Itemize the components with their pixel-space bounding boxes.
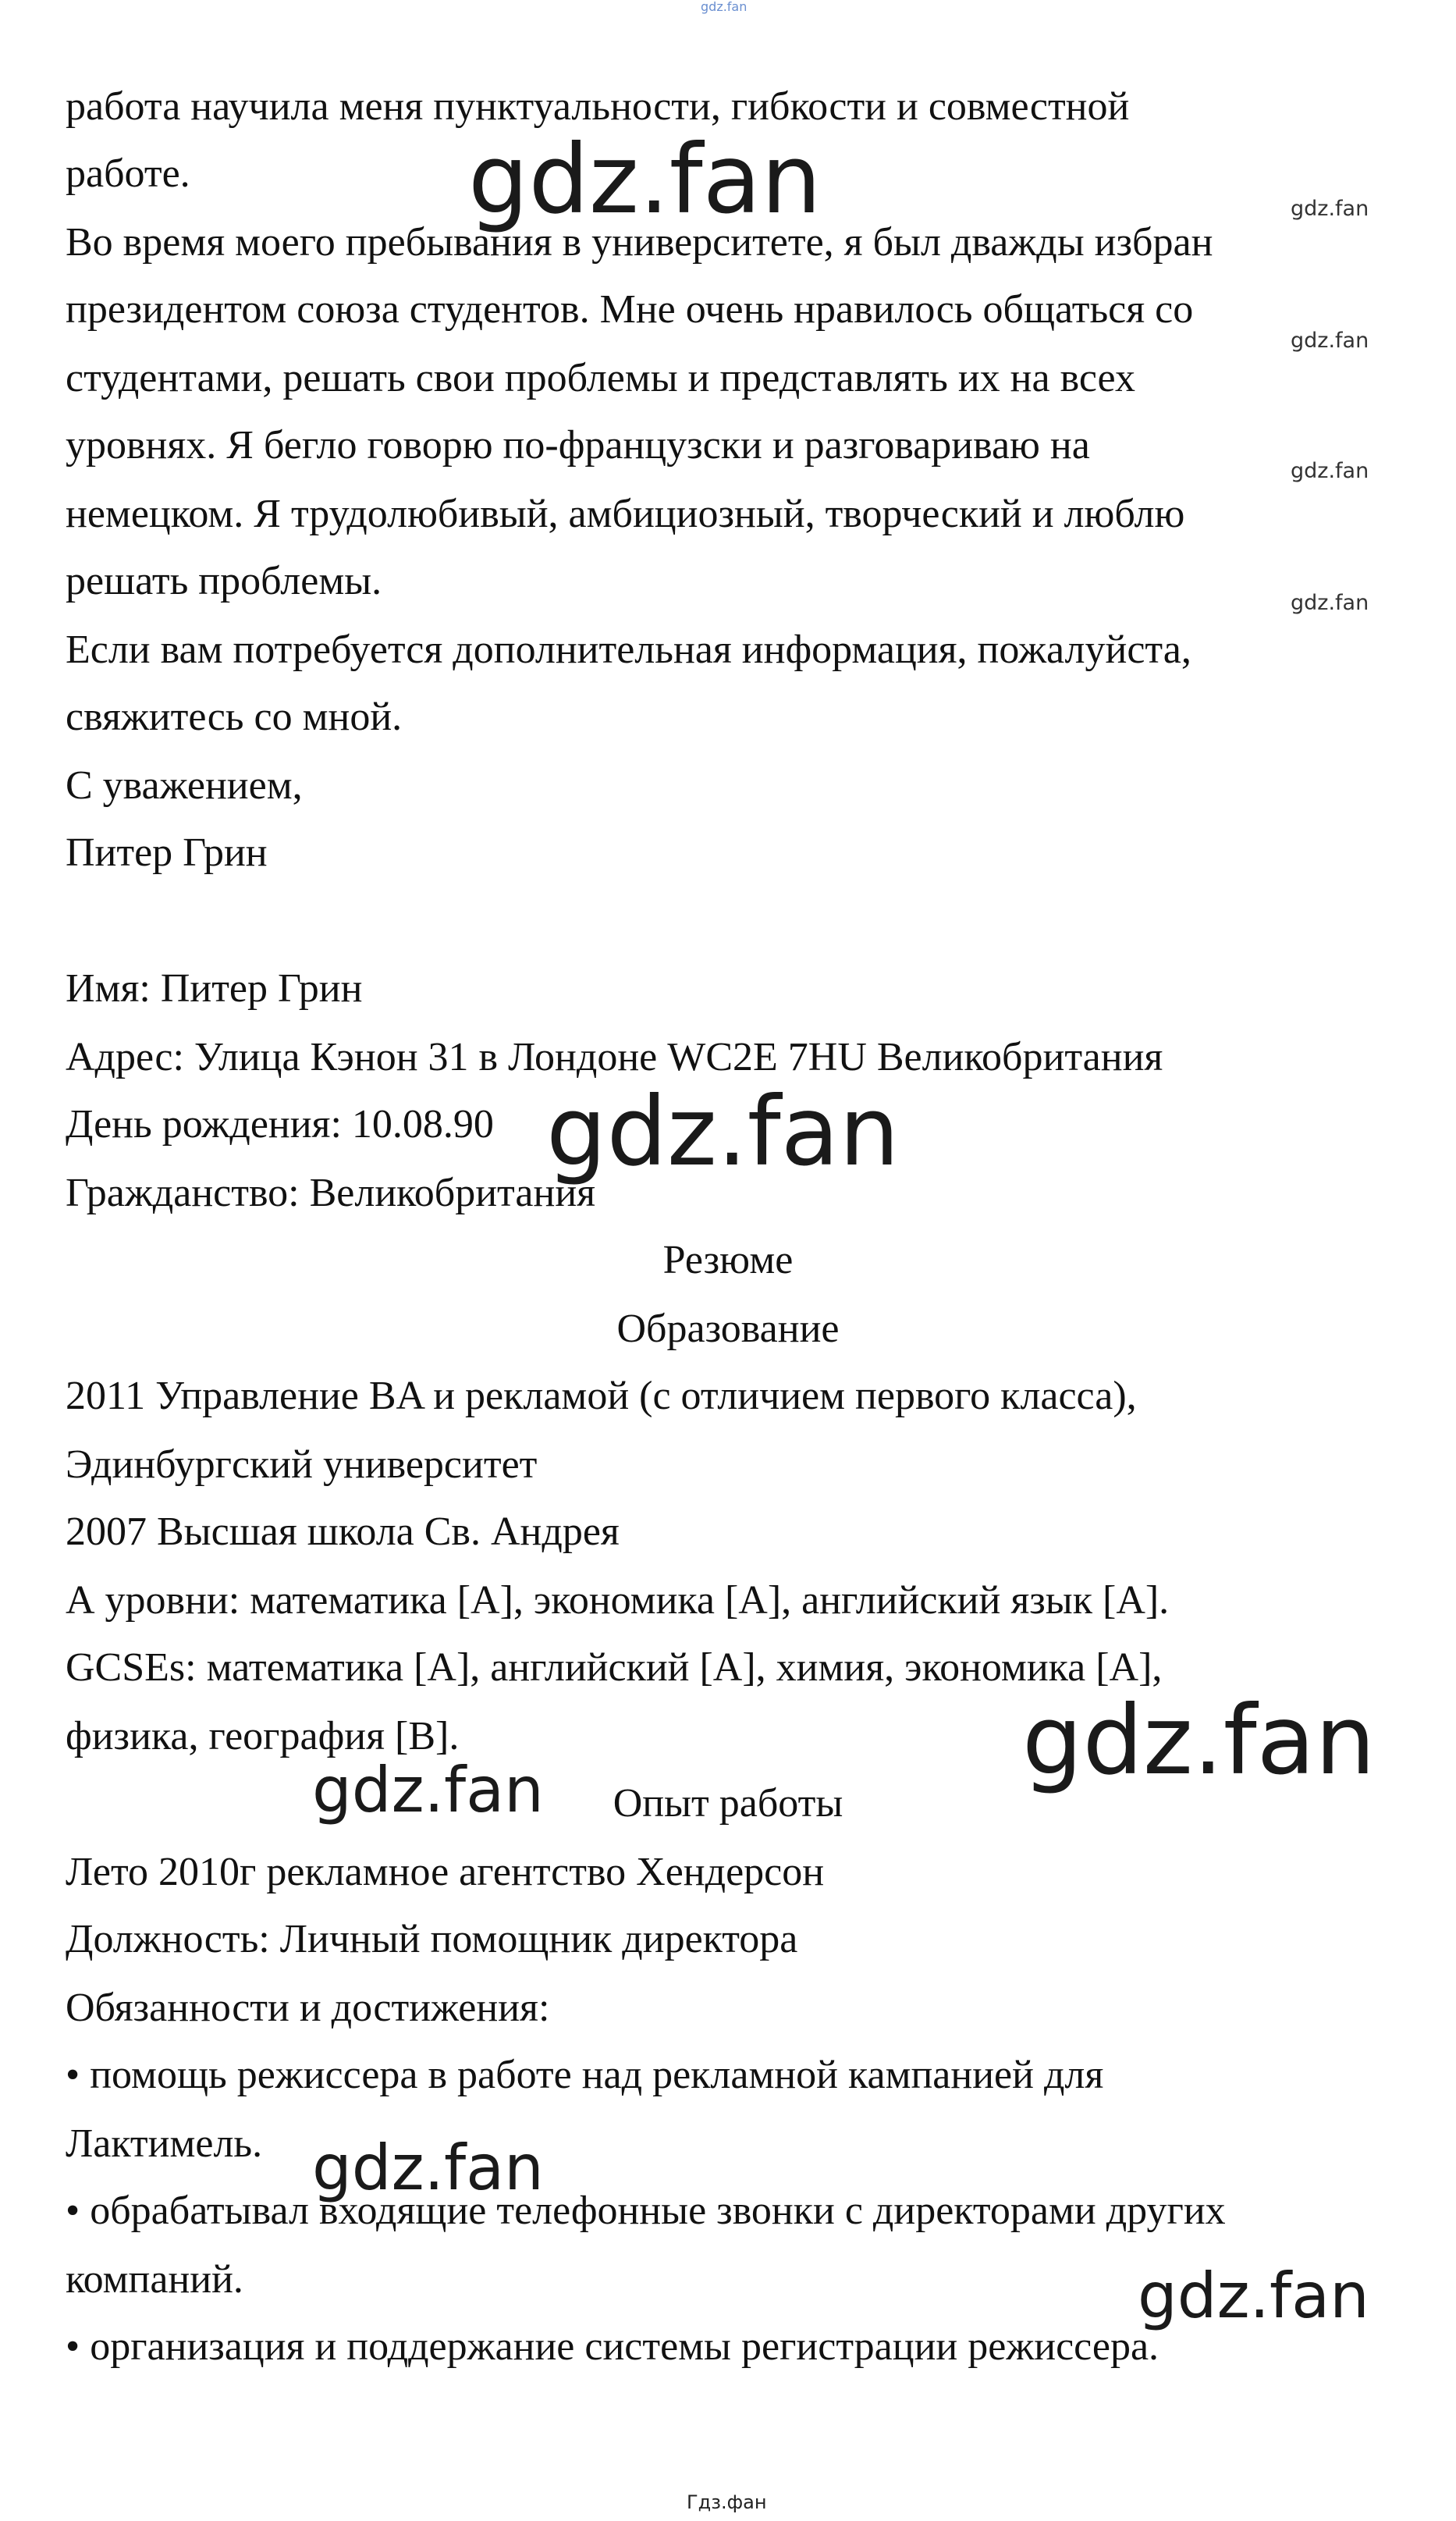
- watermark-big: gdz.fan: [468, 124, 822, 235]
- letter-line: свяжитесь со мной.: [66, 695, 403, 739]
- letter-line: немецком. Я трудолюбивый, амбициозный, творческий и люблю: [66, 492, 1185, 536]
- watermark-small: gdz.fan: [1291, 329, 1369, 353]
- closing-line: С уважением,: [66, 763, 303, 808]
- education-line: А уровни: математика [А], экономика [А], английский язык [А].: [66, 1578, 1170, 1623]
- signature-line: Питер Грин: [66, 830, 268, 875]
- education-line: физика, география [В].: [66, 1714, 460, 1758]
- letter-line: президентом союза студентов. Мне очень нравилось общаться со: [66, 287, 1194, 332]
- personal-name: Имя: Питер Грин: [66, 966, 363, 1011]
- experience-line: компаний.: [66, 2257, 243, 2302]
- letter-line: уровнях. Я бегло говорю по-французски и разговариваю на: [66, 423, 1090, 468]
- letter-line: Если вам потребуется дополнительная информация, пожалуйста,: [66, 628, 1191, 672]
- experience-line: • организация и поддержание системы регистрации режиссера.: [66, 2324, 1159, 2369]
- watermark-mid: gdz.fan: [1138, 2260, 1369, 2332]
- personal-address: Адрес: Улица Кэнон 31 в Лондоне WC2E 7HU Великобритания: [66, 1035, 1163, 1079]
- letter-line: работа научила меня пунктуальности, гибкости и совместной: [66, 84, 1130, 129]
- experience-line: Должность: Личный помощник директора: [66, 1917, 798, 1961]
- education-heading: Образование: [616, 1307, 840, 1351]
- watermark-big: gdz.fan: [546, 1076, 900, 1187]
- education-line: 2011 Управление BA и рекламой (с отличием первого класса),: [66, 1374, 1137, 1418]
- watermark-mid: gdz.fan: [312, 2132, 544, 2204]
- personal-birthday: День рождения: 10.08.90: [66, 1102, 494, 1147]
- education-line: GCSEs: математика [А], английский [А], химия, экономика [А],: [66, 1645, 1163, 1690]
- watermark-mid: gdz.fan: [312, 1754, 544, 1826]
- experience-line: Обязанности и достижения:: [66, 1986, 550, 2030]
- watermark-small: gdz.fan: [1291, 591, 1369, 615]
- experience-line: Лето 2010г рекламное агентство Хендерсон: [66, 1850, 825, 1894]
- education-line: Эдинбургский университет: [66, 1442, 538, 1487]
- watermark-big: gdz.fan: [1022, 1685, 1376, 1796]
- letter-line: студентами, решать свои проблемы и представлять их на всех: [66, 356, 1135, 400]
- personal-citizenship: Гражданство: Великобритания: [66, 1171, 596, 1215]
- letter-line: работе.: [66, 151, 190, 196]
- experience-line: • обрабатывал входящие телефонные звонки с директорами других: [66, 2189, 1226, 2233]
- watermark-top: gdz.fan: [701, 0, 748, 14]
- education-line: 2007 Высшая школа Св. Андрея: [66, 1509, 620, 1554]
- letter-line: Во время моего пребывания в университете, я был дважды избран: [66, 220, 1213, 265]
- experience-heading: Опыт работы: [613, 1781, 843, 1826]
- letter-line: решать проблемы.: [66, 559, 382, 603]
- footer-text: Гдз.фан: [687, 2491, 767, 2513]
- watermark-small: gdz.fan: [1291, 197, 1369, 221]
- watermark-small: gdz.fan: [1291, 459, 1369, 483]
- resume-title: Резюме: [662, 1238, 794, 1282]
- experience-line: • помощь режиссера в работе над рекламной кампанией для: [66, 2053, 1104, 2097]
- experience-line: Лактимель.: [66, 2121, 263, 2166]
